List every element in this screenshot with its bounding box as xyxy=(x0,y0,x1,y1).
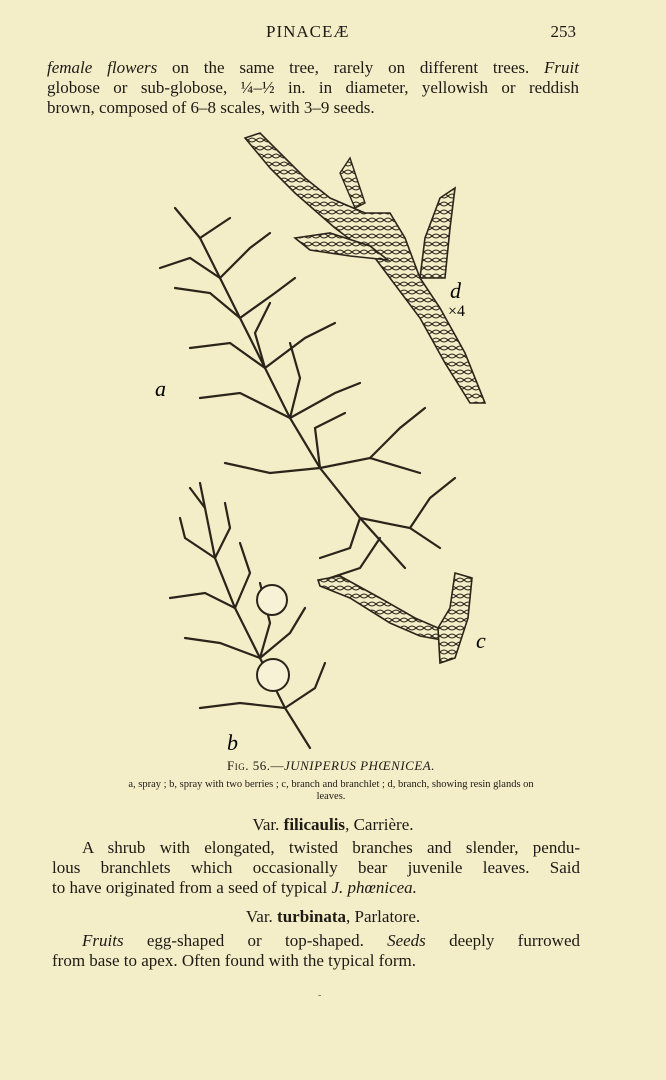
figure-number: Fig. 56. xyxy=(226,758,271,773)
variety2-emphasis-fruits: Fruits xyxy=(82,931,124,950)
specimen-d-branch xyxy=(245,133,485,403)
intro-line-2: globose or sub-globose, ¼–½ in. in diameter, yellowish or reddish xyxy=(47,78,579,97)
caption-title xyxy=(47,758,615,774)
variety2-line-1-text2: deeply furrowed xyxy=(425,931,580,950)
label-c: c xyxy=(476,628,486,653)
botanical-illustration xyxy=(120,128,520,758)
label-a: a xyxy=(155,376,166,401)
variety2-prefix: Var. xyxy=(245,907,278,926)
intro-line-3: brown, composed of 6–8 scales, with 3–9 seeds. xyxy=(47,98,375,117)
intro-line-1 xyxy=(47,58,579,78)
variety2-line-2: from base to apex. Often found with the typical form. xyxy=(52,951,416,970)
variety2-emphasis-seeds: Seeds xyxy=(387,931,426,950)
caption-desc-line-1: a, spray ; b, spray with two berries ; c, branch and branchlet ; d, branch, showing resin glands on xyxy=(128,779,534,790)
caption-description xyxy=(47,779,615,803)
page-header xyxy=(0,22,666,46)
variety1-line-2: lous branchlets which occasionally bear juvenile leaves. Said xyxy=(52,858,580,877)
intro-paragraph xyxy=(47,58,579,118)
berry-1 xyxy=(257,585,287,615)
specimen-b-spray xyxy=(170,483,325,748)
caption-desc-line-2: leaves. xyxy=(316,791,346,802)
variety-turbinata-paragraph xyxy=(52,931,580,971)
variety1-line-1: A shrub with elongated, twisted branches and slender, pendu- xyxy=(82,838,580,857)
juniper-drawing xyxy=(120,128,520,758)
variety2-author: , Parlatore. xyxy=(346,907,421,926)
page-number: 253 xyxy=(550,22,576,41)
variety2-name: turbinata xyxy=(277,907,347,926)
specimen-c-branch xyxy=(318,573,472,663)
intro-line-1-text: on the same tree, rarely on different trees. xyxy=(157,58,545,77)
variety-filicaulis-paragraph xyxy=(52,838,580,898)
intro-emphasis-fruit: Fruit xyxy=(544,58,579,77)
figure-caption xyxy=(47,758,615,803)
variety2-line-1 xyxy=(52,931,580,951)
label-b: b xyxy=(227,730,238,755)
variety1-species-emphasis: J. phœnicea. xyxy=(331,878,417,897)
variety1-name: filicaulis xyxy=(283,815,346,834)
variety1-author: , Carrière. xyxy=(345,815,414,834)
magnification-label: ×4 xyxy=(448,303,466,320)
variety1-prefix: Var. xyxy=(252,815,284,834)
berry-2 xyxy=(257,659,289,691)
variety1-line-3-text: to have originated from a seed of typical xyxy=(52,878,332,897)
variety2-line-1-text: egg-shaped or top-shaped. xyxy=(123,931,388,950)
variety-filicaulis-heading xyxy=(0,815,666,835)
label-d: d xyxy=(450,278,461,303)
variety1-line-3 xyxy=(52,878,580,898)
stray-mark: - xyxy=(318,990,322,1001)
running-head: PINACEÆ xyxy=(266,22,350,41)
caption-dash: — xyxy=(270,758,284,773)
intro-emphasis-female-flowers: female flowers xyxy=(47,58,158,77)
species-name: JUNIPERUS PHŒNICEA. xyxy=(283,758,435,773)
variety-turbinata-heading xyxy=(0,907,666,927)
